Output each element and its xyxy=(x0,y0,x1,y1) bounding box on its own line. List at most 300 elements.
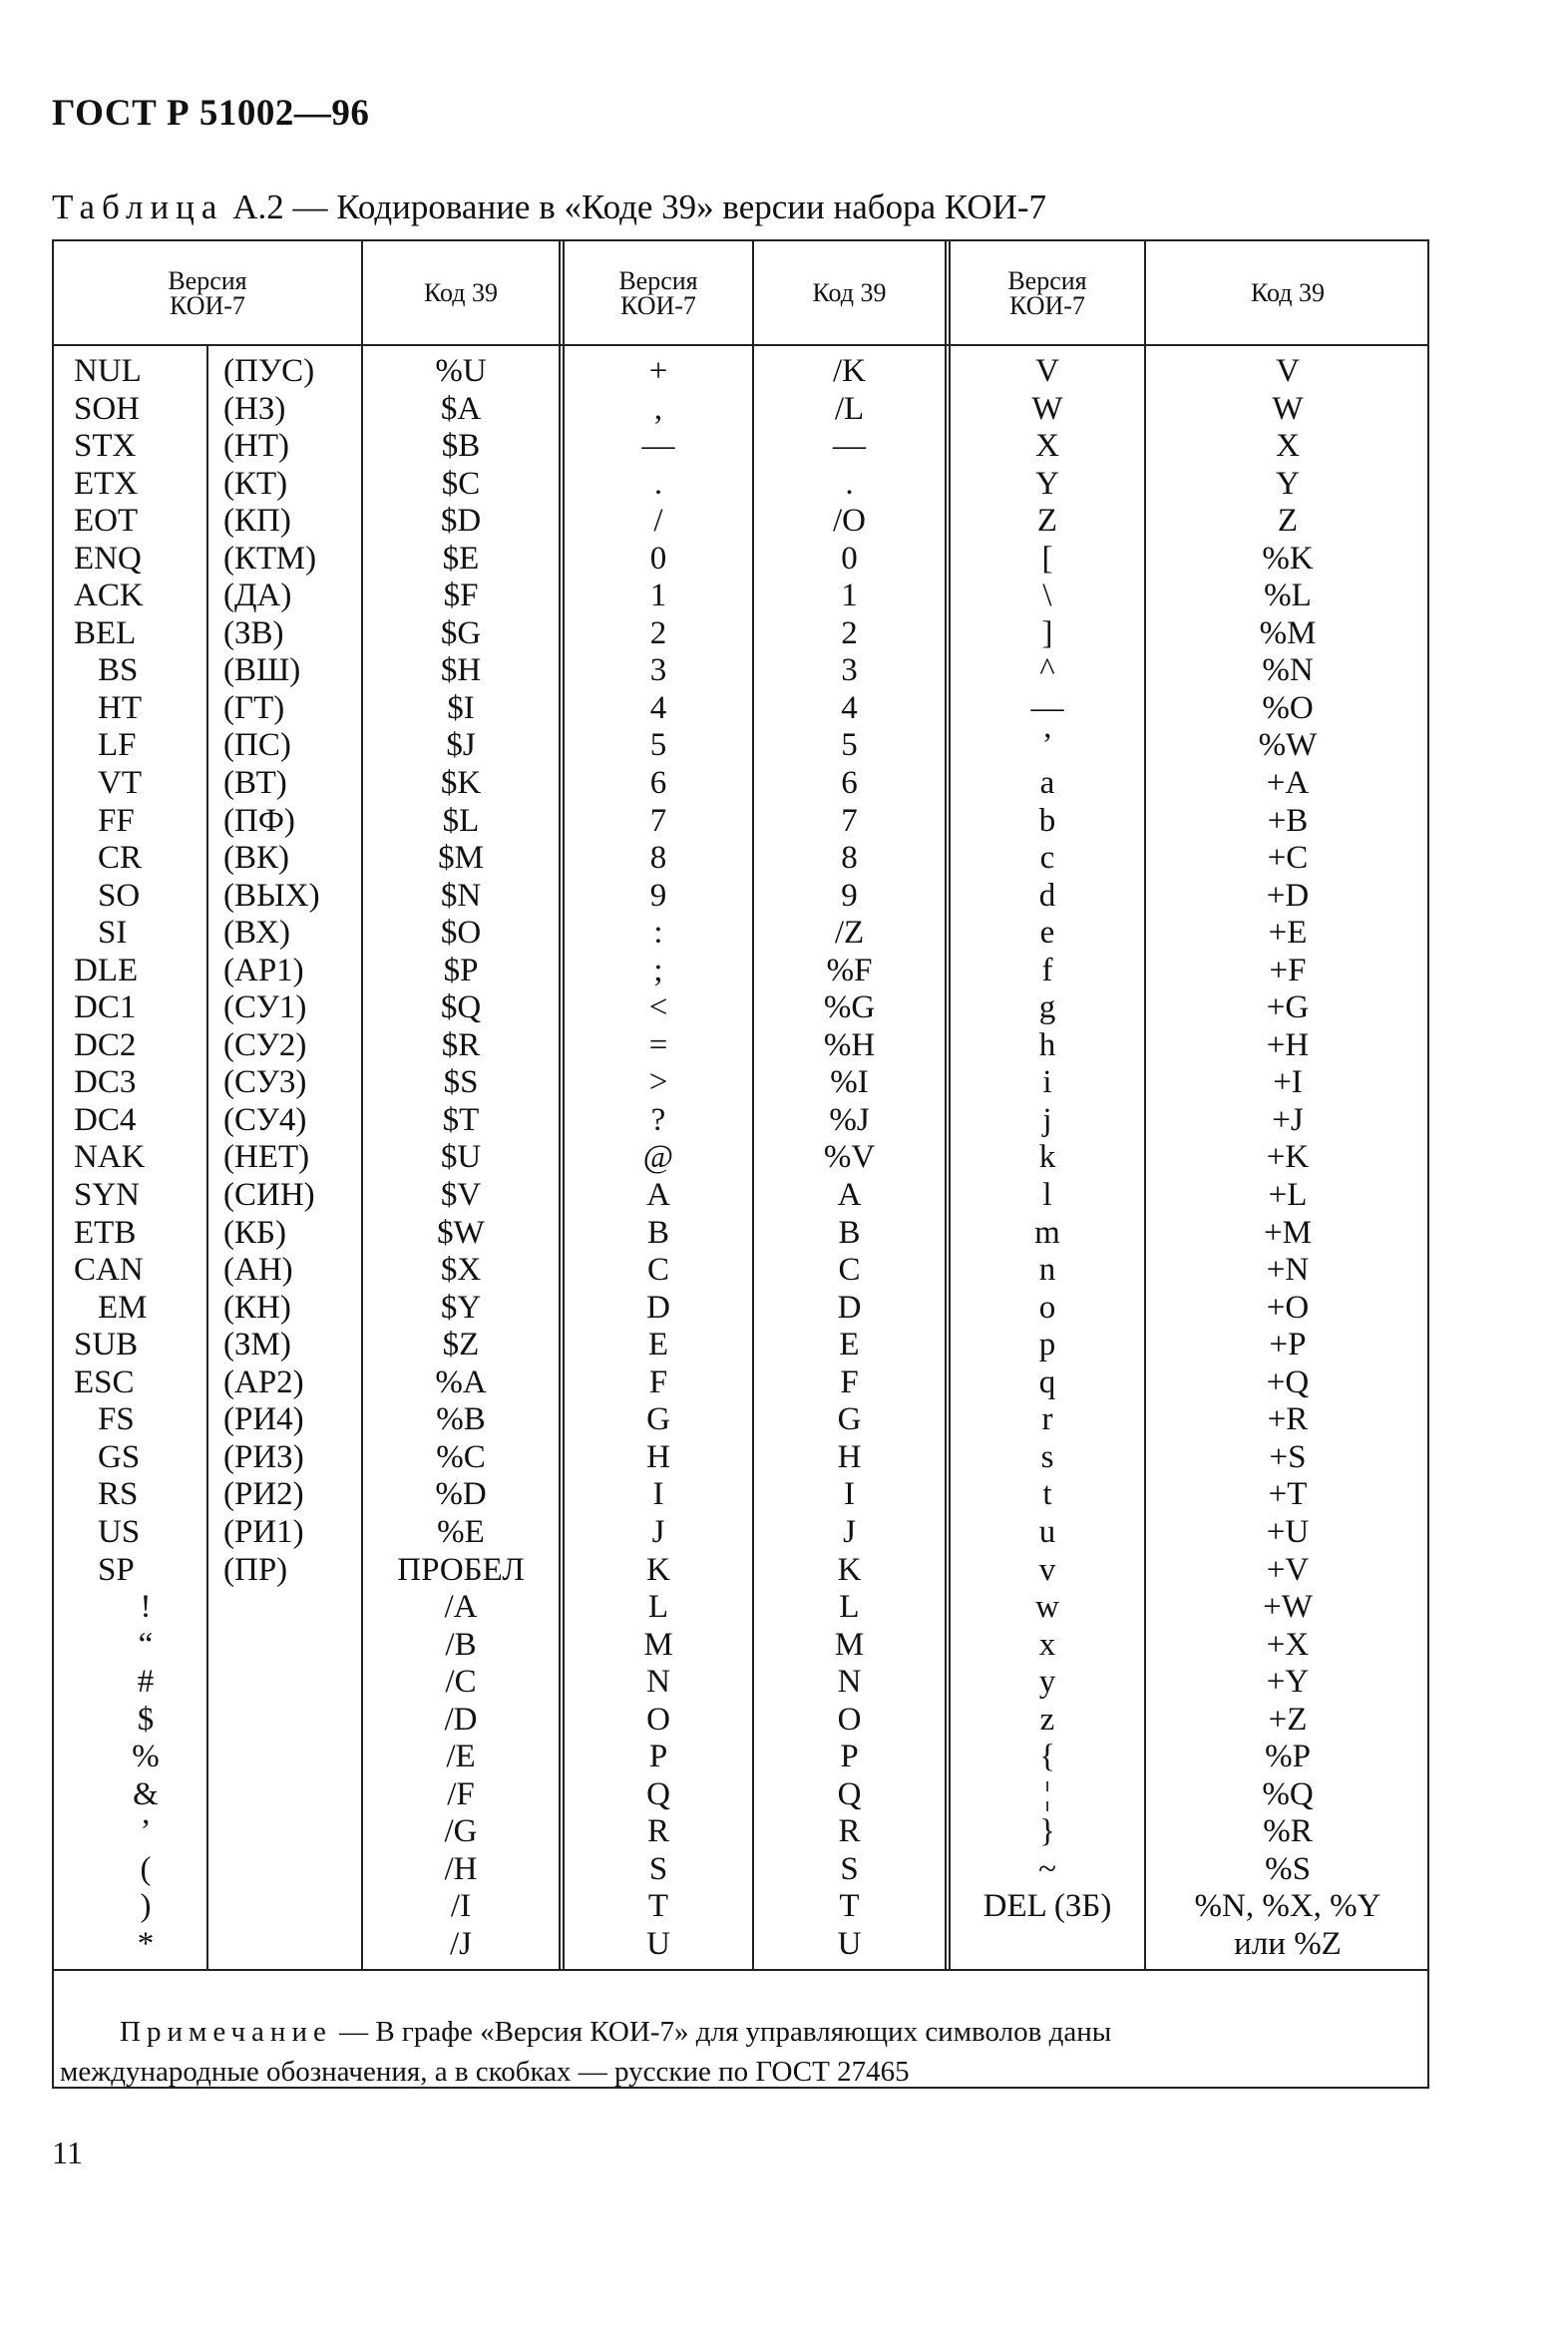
intl-name-cell: SYN xyxy=(74,1177,141,1214)
intl-name-cell: US xyxy=(98,1513,141,1550)
code39-cell: /D xyxy=(444,1701,478,1738)
code39-cell: %L xyxy=(1264,578,1312,614)
koi7-char-cell: w xyxy=(1035,1589,1059,1626)
intl-name-cell: ESC xyxy=(74,1363,135,1400)
code39-cell: $M xyxy=(438,840,484,877)
code39-cell: %K xyxy=(1262,540,1314,577)
koi7-char-cell: n xyxy=(1038,1252,1056,1289)
koi7-char-cell: d xyxy=(1038,877,1056,914)
koi7-char-cell: 4 xyxy=(649,689,667,726)
koi7-char-cell: N xyxy=(646,1664,670,1701)
russian-name-cell: (НЕТ) xyxy=(223,1139,310,1176)
code39-cell: 4 xyxy=(841,689,858,726)
koi7-char-cell: 1 xyxy=(649,578,667,614)
koi7-char-cell: ] xyxy=(1041,614,1053,651)
code39-cell: +N xyxy=(1266,1252,1310,1289)
code39-cell: $F xyxy=(443,578,479,614)
koi7-char-cell: 7 xyxy=(649,802,667,839)
koi7-char-cell: r xyxy=(1041,1401,1053,1438)
russian-name-cell: (РИЗ) xyxy=(223,1438,304,1475)
code39-cell: D xyxy=(837,1289,862,1326)
code39-cell: T xyxy=(839,1888,860,1925)
koi7-char-cell: k xyxy=(1038,1139,1056,1176)
russian-name-cell: (ГТ) xyxy=(223,689,285,726)
code39-cell: +Z xyxy=(1268,1701,1308,1738)
koi7-char-cell: 0 xyxy=(649,540,667,577)
russian-name-cell: (КБ) xyxy=(223,1214,286,1251)
code39-cell: ПРОБЕЛ xyxy=(397,1551,525,1588)
russian-name-cell: (АР2) xyxy=(223,1363,304,1400)
russian-name-cell: (ВХ) xyxy=(223,915,290,952)
koi7-char-cell: i xyxy=(1042,1064,1052,1101)
koi7-char-cell: V xyxy=(1035,353,1059,389)
koi7-char-cell: ’ xyxy=(1041,727,1053,764)
intl-name-cell: ETX xyxy=(74,465,139,502)
intl-name-cell: VT xyxy=(98,765,142,802)
header-koi-line1: Версия xyxy=(1007,265,1087,295)
russian-name-cell: (ВК) xyxy=(223,840,289,877)
koi7-char-cell: x xyxy=(1038,1626,1056,1663)
code39-cell: $Q xyxy=(440,989,482,1026)
koi7-char-cell: ¦ xyxy=(1043,1775,1051,1812)
intl-name-cell: SO xyxy=(98,877,141,914)
code39-cell: G xyxy=(837,1401,862,1438)
column-koi7-group2 xyxy=(565,353,752,1964)
koi7-char-cell: — xyxy=(1030,689,1064,726)
koi7-char-cell: o xyxy=(1038,1289,1056,1326)
code39-cell: $B xyxy=(441,428,481,465)
standard-header: ГОСТ Р 51002—96 xyxy=(52,93,370,134)
header-rule xyxy=(54,344,1427,346)
koi7-char-cell: G xyxy=(646,1401,670,1438)
koi7-char-cell: c xyxy=(1039,840,1055,877)
header-koi-line2: КОИ-7 xyxy=(1009,290,1085,320)
code39-cell: /C xyxy=(445,1664,477,1701)
russian-name-cell: (РИ4) xyxy=(223,1401,304,1438)
code39-cell: $K xyxy=(440,765,482,802)
koi7-char-cell: m xyxy=(1034,1214,1060,1251)
code39-cell: +T xyxy=(1268,1476,1308,1513)
koi7-char-cell: [ xyxy=(1041,540,1053,577)
code39-cell: O xyxy=(837,1701,862,1738)
koi7-char-cell: ; xyxy=(653,952,663,988)
code39-cell: 1 xyxy=(841,578,858,614)
code39-cell: $Z xyxy=(442,1327,480,1363)
code39-cell: X xyxy=(1276,428,1300,465)
caption-prefix: Таблица xyxy=(52,188,224,226)
code39-cell: 9 xyxy=(841,877,858,914)
code39-cell: $N xyxy=(440,877,482,914)
russian-name-cell: (ЗМ) xyxy=(223,1327,291,1363)
koi7-char-cell: D xyxy=(646,1289,670,1326)
code39-cell: +A xyxy=(1266,765,1310,802)
koi7-char-cell: E xyxy=(647,1327,669,1363)
code39-cell: или %Z xyxy=(1234,1925,1342,1962)
code39-cell: %U xyxy=(435,353,487,389)
code39-cell: Z xyxy=(1277,503,1299,540)
code39-cell: J xyxy=(843,1513,856,1550)
table-caption xyxy=(52,188,1046,227)
koi7-char-cell: B xyxy=(646,1214,669,1251)
code39-cell: /H xyxy=(444,1850,478,1887)
russian-name-cell: (РИ2) xyxy=(223,1476,304,1513)
russian-name-cell: (КТ) xyxy=(223,465,288,502)
koi7-char-cell: R xyxy=(646,1813,669,1850)
code39-cell: +K xyxy=(1266,1139,1310,1176)
code39-cell: M xyxy=(834,1626,865,1663)
koi7-char-cell: q xyxy=(1038,1363,1056,1400)
koi7-char-cell: , xyxy=(653,390,663,427)
russian-name-cell: (ПР) xyxy=(223,1551,288,1588)
intl-name-cell: SOH xyxy=(74,390,141,427)
intl-name-cell: * xyxy=(137,1925,155,1962)
intl-name-cell: DC2 xyxy=(74,1026,137,1063)
koi7-char-cell: ? xyxy=(650,1101,666,1138)
russian-name-cell: (СИН) xyxy=(223,1177,315,1214)
code39-cell: %W xyxy=(1258,727,1318,764)
code39-cell: +D xyxy=(1266,877,1310,914)
koi7-char-cell: < xyxy=(648,989,668,1026)
header-code39-group3: Код 39 xyxy=(1250,278,1326,307)
koi7-char-cell: j xyxy=(1042,1101,1052,1138)
russian-name-cell: (СУ2) xyxy=(223,1026,307,1063)
code39-cell: $G xyxy=(440,614,482,651)
code39-cell: R xyxy=(838,1813,861,1850)
code39-cell: 5 xyxy=(841,727,858,764)
code39-cell: +W xyxy=(1263,1589,1313,1626)
intl-name-cell: FF xyxy=(98,802,135,839)
code39-cell: +O xyxy=(1266,1289,1310,1326)
code39-cell: %V xyxy=(823,1139,876,1176)
intl-name-cell: EM xyxy=(98,1289,148,1326)
code39-cell: +J xyxy=(1272,1101,1304,1138)
code39-cell: %R xyxy=(1263,1813,1313,1850)
code39-cell: 2 xyxy=(841,614,858,651)
russian-name-cell: (НТ) xyxy=(223,428,289,465)
koi7-char-cell: M xyxy=(643,1626,673,1663)
koi7-char-cell: J xyxy=(651,1513,665,1550)
koi7-char-cell: 8 xyxy=(649,840,667,877)
code39-cell: /Z xyxy=(834,915,865,952)
code39-cell: /G xyxy=(444,1813,478,1850)
intl-name-cell: NAK xyxy=(74,1139,146,1176)
intl-name-cell: “ xyxy=(138,1626,154,1663)
code39-cell: +L xyxy=(1268,1177,1308,1214)
koi7-char-cell: 6 xyxy=(649,765,667,802)
code39-cell: $C xyxy=(441,465,481,502)
intl-name-cell: DC4 xyxy=(74,1101,137,1138)
koi7-char-cell: Z xyxy=(1036,503,1058,540)
code39-cell: %S xyxy=(1265,1850,1311,1887)
koi7-char-cell: l xyxy=(1042,1177,1052,1214)
intl-name-cell: SP xyxy=(98,1551,135,1588)
column-code39-group1 xyxy=(363,353,559,1964)
intl-name-cell: % xyxy=(132,1739,160,1775)
column-code39-group3 xyxy=(1146,353,1429,1964)
code39-cell: $I xyxy=(447,689,475,726)
header-koi7-group2 xyxy=(565,241,752,344)
koi7-char-cell: \ xyxy=(1042,578,1052,614)
koi7-char-cell: Q xyxy=(646,1775,670,1812)
russian-name-cell: (СУ1) xyxy=(223,989,307,1026)
code39-cell: +G xyxy=(1266,989,1310,1026)
code39-cell: /K xyxy=(833,353,866,389)
koi7-char-cell: 3 xyxy=(649,652,667,689)
code39-cell: $V xyxy=(440,1177,482,1214)
koi7-char-cell: ^ xyxy=(1039,652,1055,689)
russian-name-cell: (КП) xyxy=(223,503,291,540)
russian-name-cell: (ДА) xyxy=(223,578,292,614)
koi7-char-cell: 9 xyxy=(649,877,667,914)
intl-name-cell: CAN xyxy=(74,1252,144,1289)
code39-cell: $W xyxy=(437,1214,485,1251)
intl-name-cell: EOT xyxy=(74,503,139,540)
code39-cell: %M xyxy=(1259,614,1317,651)
code39-cell: $E xyxy=(442,540,480,577)
code39-cell: /L xyxy=(834,390,865,427)
koi7-char-cell: O xyxy=(646,1701,670,1738)
code39-cell: $A xyxy=(440,390,482,427)
koi7-char-cell: e xyxy=(1039,915,1055,952)
code39-cell: $J xyxy=(446,727,476,764)
intl-name-cell: $ xyxy=(137,1701,155,1738)
russian-name-cell: (РИ1) xyxy=(223,1513,304,1550)
code39-cell: +I xyxy=(1273,1064,1303,1101)
code39-cell: +B xyxy=(1267,802,1309,839)
code39-cell: U xyxy=(837,1925,862,1962)
intl-name-cell: & xyxy=(133,1775,159,1812)
code39-cell: %H xyxy=(823,1026,876,1063)
russian-name-cell: (ПС) xyxy=(223,727,291,764)
code39-cell: P xyxy=(840,1739,859,1775)
code39-cell: %N xyxy=(1262,652,1314,689)
code39-cell: /I xyxy=(450,1888,472,1925)
russian-name-cell: (ЗВ) xyxy=(223,614,284,651)
header-koi7-group1 xyxy=(54,241,361,344)
koi7-char-cell: A xyxy=(646,1177,670,1214)
code39-cell: L xyxy=(839,1589,860,1626)
code39-cell: 7 xyxy=(841,802,858,839)
code39-cell: 0 xyxy=(841,540,858,577)
header-code39-group2: Код 39 xyxy=(812,278,887,307)
koi7-char-cell: F xyxy=(648,1363,668,1400)
code39-cell: H xyxy=(837,1438,862,1475)
code39-cell: . xyxy=(845,465,854,502)
intl-name-cell: ! xyxy=(140,1589,152,1626)
code39-cell: N xyxy=(837,1664,862,1701)
header-koi-line1: Версия xyxy=(168,265,247,295)
intl-name-cell: # xyxy=(137,1664,155,1701)
intl-name-cell: BS xyxy=(98,652,139,689)
intl-name-cell: FS xyxy=(98,1401,135,1438)
russian-name-cell: (АР1) xyxy=(223,952,304,988)
note-text-2: международные обозначения, а в скобках — русские по ГОСТ 27465 xyxy=(60,2056,910,2088)
intl-name-cell: SI xyxy=(98,915,128,952)
code39-cell: Q xyxy=(837,1775,862,1812)
koi7-char-cell: T xyxy=(647,1888,669,1925)
russian-name-cell: (АН) xyxy=(223,1252,293,1289)
intl-name-cell: ’ xyxy=(140,1813,152,1850)
koi7-char-cell: S xyxy=(648,1850,668,1887)
code39-cell: S xyxy=(840,1850,859,1887)
russian-name-cell: (КТМ) xyxy=(223,540,317,577)
koi7-char-cell: 2 xyxy=(649,614,667,651)
code39-cell: +Q xyxy=(1266,1363,1310,1400)
koi7-char-cell: g xyxy=(1038,989,1056,1026)
divider-intl-rus xyxy=(206,346,208,1969)
russian-name-cell: (СУ3) xyxy=(223,1064,307,1101)
koi7-char-cell: I xyxy=(652,1476,664,1513)
koi7-char-cell: L xyxy=(647,1589,669,1626)
koi7-code39-table xyxy=(52,239,1429,2089)
code39-cell: +X xyxy=(1266,1626,1310,1663)
code39-cell: +V xyxy=(1266,1551,1310,1588)
code39-cell: $X xyxy=(440,1252,482,1289)
code39-cell: $H xyxy=(440,652,482,689)
koi7-char-cell: u xyxy=(1038,1513,1056,1550)
code39-cell: A xyxy=(837,1177,862,1214)
koi7-char-cell: + xyxy=(648,353,668,389)
code39-cell: %G xyxy=(823,989,876,1026)
code39-cell: %B xyxy=(436,1401,486,1438)
intl-name-cell: CR xyxy=(98,840,143,877)
koi7-char-cell: z xyxy=(1039,1701,1055,1738)
russian-name-cell: (СУ4) xyxy=(223,1101,307,1138)
intl-name-cell: SUB xyxy=(74,1327,139,1363)
intl-name-cell: BEL xyxy=(74,614,137,651)
code39-cell: $O xyxy=(440,915,482,952)
koi7-char-cell: f xyxy=(1041,952,1053,988)
code39-cell: /A xyxy=(444,1589,478,1626)
page-number: 11 xyxy=(52,2135,83,2170)
code39-cell: +F xyxy=(1269,952,1307,988)
code39-cell: 6 xyxy=(841,765,858,802)
koi7-char-cell: H xyxy=(646,1438,670,1475)
code39-cell: $R xyxy=(441,1026,481,1063)
koi7-char-cell: U xyxy=(646,1925,670,1962)
header-koi7-group3 xyxy=(951,241,1144,344)
code39-cell: +S xyxy=(1269,1438,1307,1475)
note-text-1: — В графе «Версия КОИ-7» для управляющих символов даны xyxy=(331,2016,1112,2048)
code39-cell: I xyxy=(844,1476,855,1513)
code39-cell: $U xyxy=(440,1139,482,1176)
header-koi-line2: КОИ-7 xyxy=(620,290,696,320)
code39-cell: +C xyxy=(1267,840,1309,877)
intl-name-cell: ENQ xyxy=(74,540,142,577)
intl-name-cell: ) xyxy=(140,1888,152,1925)
header-koi-line1: Версия xyxy=(618,265,698,295)
code39-cell: $T xyxy=(442,1101,480,1138)
koi7-char-cell: a xyxy=(1039,765,1055,802)
intl-name-cell: NUL xyxy=(74,353,142,389)
code39-cell: +M xyxy=(1264,1214,1312,1251)
code39-cell: %C xyxy=(436,1438,486,1475)
russian-name-cell: (ПФ) xyxy=(223,802,295,839)
koi7-char-cell: > xyxy=(648,1064,668,1101)
koi7-char-cell: ~ xyxy=(1038,1850,1056,1887)
caption-text: А.2 — Кодирование в «Коде 39» версии набора КОИ-7 xyxy=(232,188,1047,226)
koi7-char-cell: h xyxy=(1038,1026,1056,1063)
code39-cell: V xyxy=(1276,353,1300,389)
koi7-char-cell: C xyxy=(646,1252,669,1289)
intl-name-cell: DC1 xyxy=(74,989,137,1026)
russian-name-cell: (НЗ) xyxy=(223,390,286,427)
column-russian-names xyxy=(223,353,358,1589)
koi7-char-cell: K xyxy=(646,1551,670,1588)
intl-name-cell: STX xyxy=(74,428,137,465)
koi7-char-cell: / xyxy=(653,503,663,540)
russian-name-cell: (ПУС) xyxy=(223,353,315,389)
code39-cell: $Y xyxy=(440,1289,482,1326)
koi7-char-cell: t xyxy=(1042,1476,1052,1513)
column-koi7-group3 xyxy=(951,353,1144,1964)
intl-name-cell: GS xyxy=(98,1438,141,1475)
code39-cell: %P xyxy=(1265,1739,1311,1775)
intl-name-cell: DC3 xyxy=(74,1064,137,1101)
code39-cell: %I xyxy=(830,1064,869,1101)
koi7-char-cell: — xyxy=(641,428,675,465)
code39-cell: E xyxy=(839,1327,860,1363)
intl-name-cell: RS xyxy=(98,1476,139,1513)
code39-cell: +P xyxy=(1269,1327,1307,1363)
koi7-char-cell xyxy=(951,1926,1144,1964)
code39-cell: $D xyxy=(440,503,482,540)
koi7-char-cell: W xyxy=(1031,390,1063,427)
code39-cell: %A xyxy=(435,1363,487,1400)
koi7-char-cell: . xyxy=(653,465,663,502)
header-koi-line2: КОИ-7 xyxy=(170,290,245,320)
code39-cell: %N, %X, %Y xyxy=(1194,1888,1381,1925)
code39-cell: +R xyxy=(1267,1401,1309,1438)
code39-cell: C xyxy=(838,1252,861,1289)
koi7-char-cell: v xyxy=(1038,1551,1056,1588)
intl-name-cell: DLE xyxy=(74,952,139,988)
russian-name-cell: (ВЫХ) xyxy=(223,877,320,914)
code39-cell: %E xyxy=(437,1513,485,1550)
russian-name-cell: (ВТ) xyxy=(223,765,287,802)
column-intl-names xyxy=(74,353,194,1964)
koi7-char-cell: = xyxy=(648,1026,668,1063)
code39-cell: $L xyxy=(442,802,480,839)
code39-cell: +E xyxy=(1268,915,1308,952)
code39-cell: 3 xyxy=(841,652,858,689)
code39-cell: W xyxy=(1272,390,1304,427)
koi7-char-cell: y xyxy=(1038,1664,1056,1701)
column-code39-group2 xyxy=(754,353,945,1964)
koi7-char-cell: 5 xyxy=(649,727,667,764)
code39-cell: K xyxy=(837,1551,862,1588)
code39-cell: %O xyxy=(1262,689,1314,726)
koi7-char-cell: X xyxy=(1035,428,1059,465)
code39-cell: %D xyxy=(435,1476,487,1513)
header-code39-group1: Код 39 xyxy=(423,278,499,307)
koi7-char-cell: p xyxy=(1038,1327,1056,1363)
table-note xyxy=(54,2012,1427,2092)
intl-name-cell: LF xyxy=(98,727,137,764)
code39-cell: 8 xyxy=(841,840,858,877)
code39-cell: %F xyxy=(826,952,873,988)
koi7-char-cell: Y xyxy=(1035,465,1059,502)
intl-name-cell: HT xyxy=(98,689,142,726)
body-bottom-rule xyxy=(54,1969,1427,1971)
russian-name-cell: (КН) xyxy=(223,1289,291,1326)
code39-cell: /O xyxy=(833,503,866,540)
code39-cell: — xyxy=(833,428,866,465)
koi7-char-cell: { xyxy=(1039,1739,1055,1775)
code39-cell: /J xyxy=(449,1925,472,1962)
code39-cell: /F xyxy=(447,1775,475,1812)
koi7-char-cell: : xyxy=(653,915,663,952)
